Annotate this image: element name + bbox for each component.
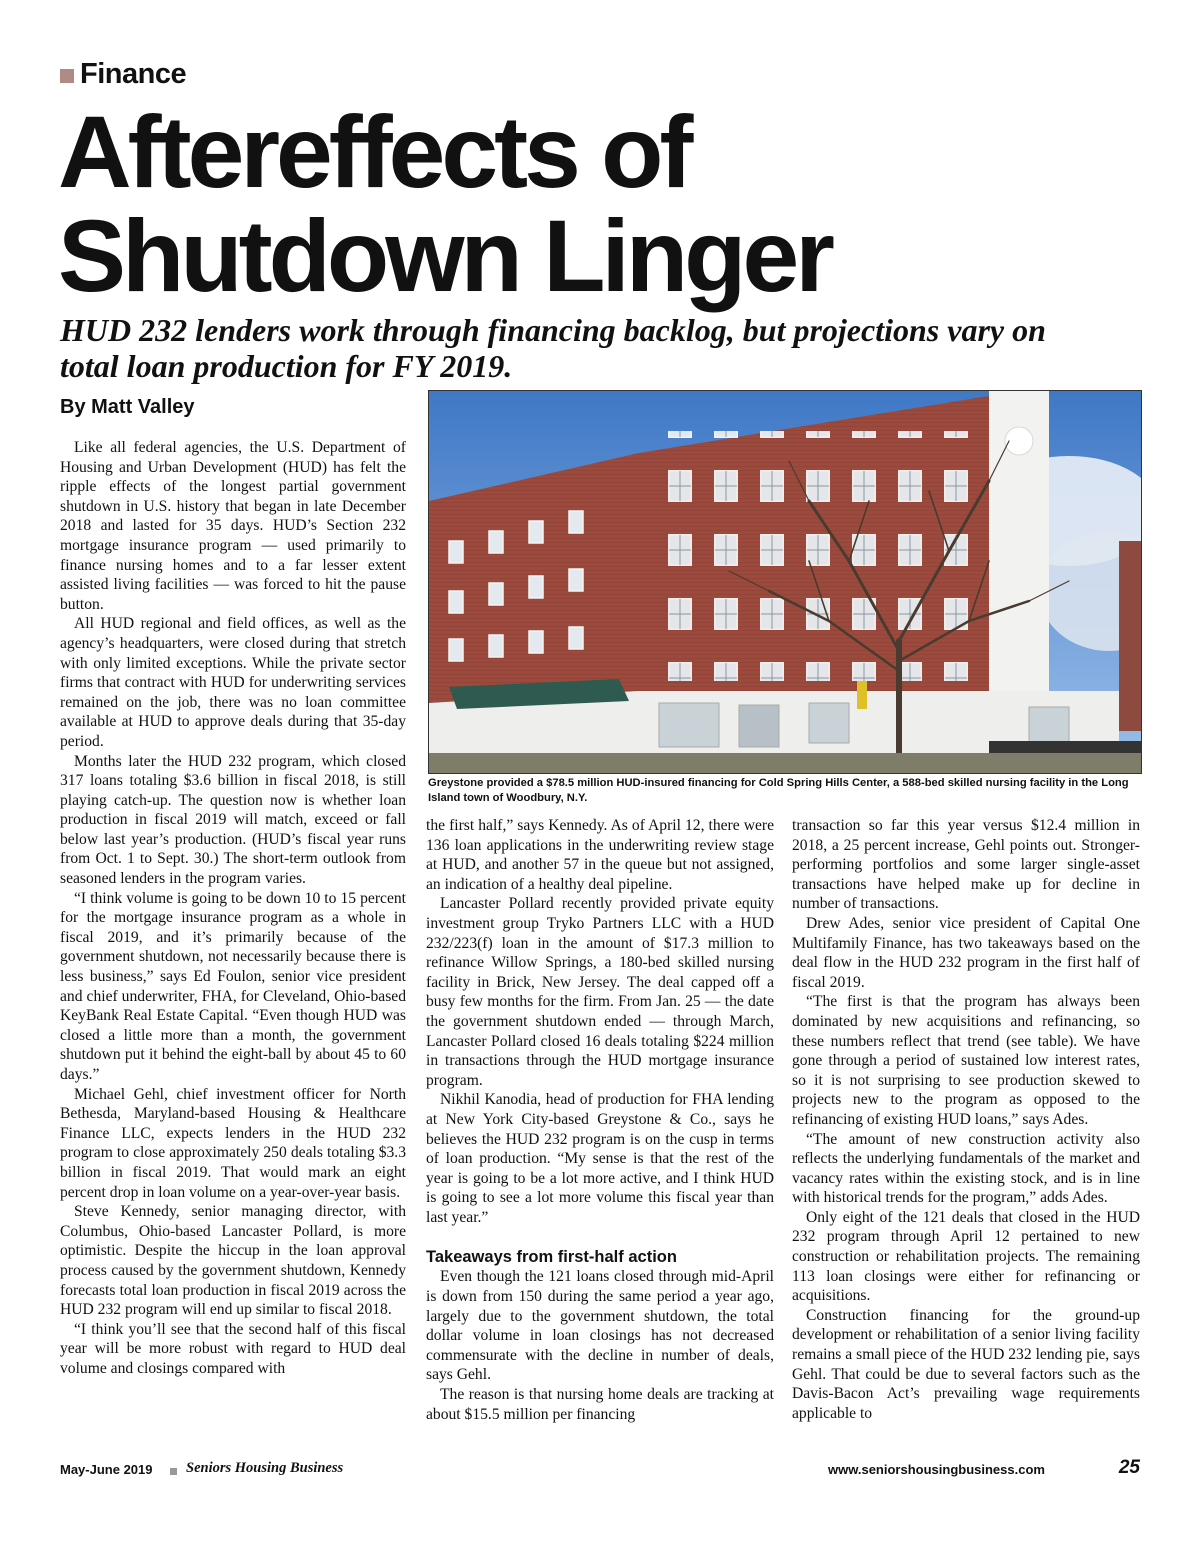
paragraph: Even though the 121 loans closed through mid-April is down from 150 during the same period a year ago, largely due to the government shutdown, the total dollar volume in loan closings has not decreased commensurate with the decline in number of deals, says Gehl. [426,1268,774,1384]
headline-line-1: Aftereffects of [58,95,690,209]
paragraph: “The amount of new construction activity also reflects the underlying fundamentals of the market and vacancy rates within the existing stock, and is in line with historical trends for the program,” adds Ades. [792,1130,1140,1207]
paragraph: Lancaster Pollard recently provided private equity investment group Tryko Partners LLC with a HUD 232/223(f) loan in the amount of $17.3 million to refinance Willow Springs, a 180-bed skilled nursing facility in Brick, New Jersey. The deal capped off a busy few months for the firm. From Jan. 25 — the date the government shutdown ended — through March, Lancaster Pollard closed 16 deals totaling $224 million in transactions through the HUD mortgage insurance program. [426,895,774,1089]
section-tag [60,56,186,92]
paragraph: All HUD regional and field offices, as well as the agency’s headquarters, were closed during that stretch with only limited exceptions. While the private sector firms that contract with HUD for underwriting services remained on the job, there was no loan committee available at HUD to approve deals during that 35-day period. [60,615,406,750]
paragraph: Drew Ades, senior vice president of Capital One Multifamily Finance, has two takeaways based on the deal flow in the HUD 232 program in the first half of fiscal 2019. [792,914,1140,991]
paragraph: “I think volume is going to be down 10 to 15 percent for the mortgage insurance program as a whole in fiscal 2019, and it’s primarily because of the government shutdown, not necessarily because there is less business,” says Ed Foulon, senior vice president and chief underwriter, FHA, for Cleveland, Ohio-based KeyBank Real Estate Capital. “Even though HUD was closed a little more than a month, the government shutdown put it behind the eight-ball by about 45 to 60 days.” [60,889,406,1083]
footer-issue-date: May-June 2019 [60,1462,153,1477]
building-photo-illustration [429,391,1141,773]
section-label: Finance [80,57,187,90]
section-square-icon [60,69,74,83]
paragraph: Steve Kennedy, senior managing director, with Columbus, Ohio-based Lancaster Pollard, is more optimistic. Despite the hiccup in the loan approval process caused by the government shutdown, Kennedy forecasts total loan production in fiscal 2019 across the HUD 232 program will end up similar to fiscal 2018. [60,1203,406,1319]
deck-line-1: HUD 232 lenders work through financing backlog, but projections vary on [60,312,1046,348]
photo-caption: Greystone provided a $78.5 million HUD-insured financing for Cold Spring Hills Center, a 588-bed skilled nursing facility in the Long Island town of Woodbury, N.Y. [428,777,1129,804]
paragraph: “The first is that the program has always been dominated by new acquisitions and refinancing, so these numbers reflect that trend (see table). We have gone through a period of sustained low interest rates, so it is not surprising to see production skewed to projects new to the program as opposed to the refinancing of existing HUD loans,” says Ades. [792,993,1140,1128]
paragraph: Months later the HUD 232 program, which closed 317 loans totaling $3.6 billion in fiscal 2018, is still playing catch-up. The question now is whether loan production in fiscal 2019 will match, exceed or fall below last year’s production. (HUD’s fiscal year runs from Oct. 1 to Sept. 30.) The short-term outlook from seasoned lenders in the program varies. [60,752,406,888]
building-photo [428,390,1142,774]
footer-separator-icon [170,1468,177,1475]
paragraph: Michael Gehl, chief investment officer for North Bethesda, Maryland-based Housing & Healthcare Finance LLC, expects lenders in the HUD 232 program to close approximately 250 deals totaling $3.3 billion in fiscal 2019. That would mark an eight percent drop in loan volume on a year-over-year basis. [60,1085,406,1201]
article-column-3 [792,816,1140,1423]
byline: By Matt Valley [60,396,195,418]
footer-magazine-name: Seniors Housing Business [186,1460,344,1476]
paragraph: Only eight of the 121 deals that closed in the HUD 232 program through April 12 pertained to new construction or rehabilitation projects. The remaining 113 loan closings were either for refinancing or acquisitions. [792,1208,1140,1305]
headline-line-2: Shutdown Linger [58,199,831,313]
deck-line-2: total loan production for FY 2019. [60,348,513,384]
paragraph: transaction so far this year versus $12.4 million in 2018, a 25 percent increase, Gehl points out. Stronger-performing portfolios and some larger single-asset transactions have helped make up for decline in number of transactions. [792,817,1140,913]
paragraph: Nikhil Kanodia, head of production for FHA lending at New York City-based Greystone & Co., says he believes the HUD 232 program is on the cusp in terms of loan production. “My sense is that the rest of the year is going to be a lot more active, and I think HUD is going to see a lot more volume this fiscal year than last year.” [426,1091,774,1226]
paragraph: Like all federal agencies, the U.S. Department of Housing and Urban Development (HUD) has felt the ripple effects of the longest partial government shutdown in U.S. history that began in late December 2018 and lasted for 35 days. HUD’s Section 232 mortgage insurance program — used primarily to finance nursing homes and to a far lesser extent assisted living facilities — was forced to hit the pause button. [60,439,406,613]
footer-url: www.seniorshousingbusiness.com [828,1462,1045,1477]
paragraph: Construction financing for the ground-up development or rehabilitation of a senior living facility remains a small piece of the HUD 232 lending pie, says Gehl. That could be due to several factors such as the Davis-Bacon Act’s prevailing wage requirements applicable to [792,1306,1140,1422]
headline [58,95,1158,313]
subhead: Takeaways from first-half action [426,1248,677,1267]
paragraph: “I think you’ll see that the second half of this fiscal year will be more robust with regard to HUD deal volume and closings compared with [60,1320,406,1377]
paragraph: the first half,” says Kennedy. As of April 12, there were 136 loan applications in the underwriting review stage at HUD, and another 57 in the queue but not assigned, an indication of a healthy deal pipeline. [426,817,774,893]
page-footer [60,1456,1140,1482]
paragraph: The reason is that nursing home deals are tracking at about $15.5 million per financing [426,1386,774,1423]
article-column-2 [426,816,774,1424]
article-column-1 [60,438,406,1379]
deck-subtitle [60,312,1170,384]
page-number: 25 [1118,1457,1140,1478]
